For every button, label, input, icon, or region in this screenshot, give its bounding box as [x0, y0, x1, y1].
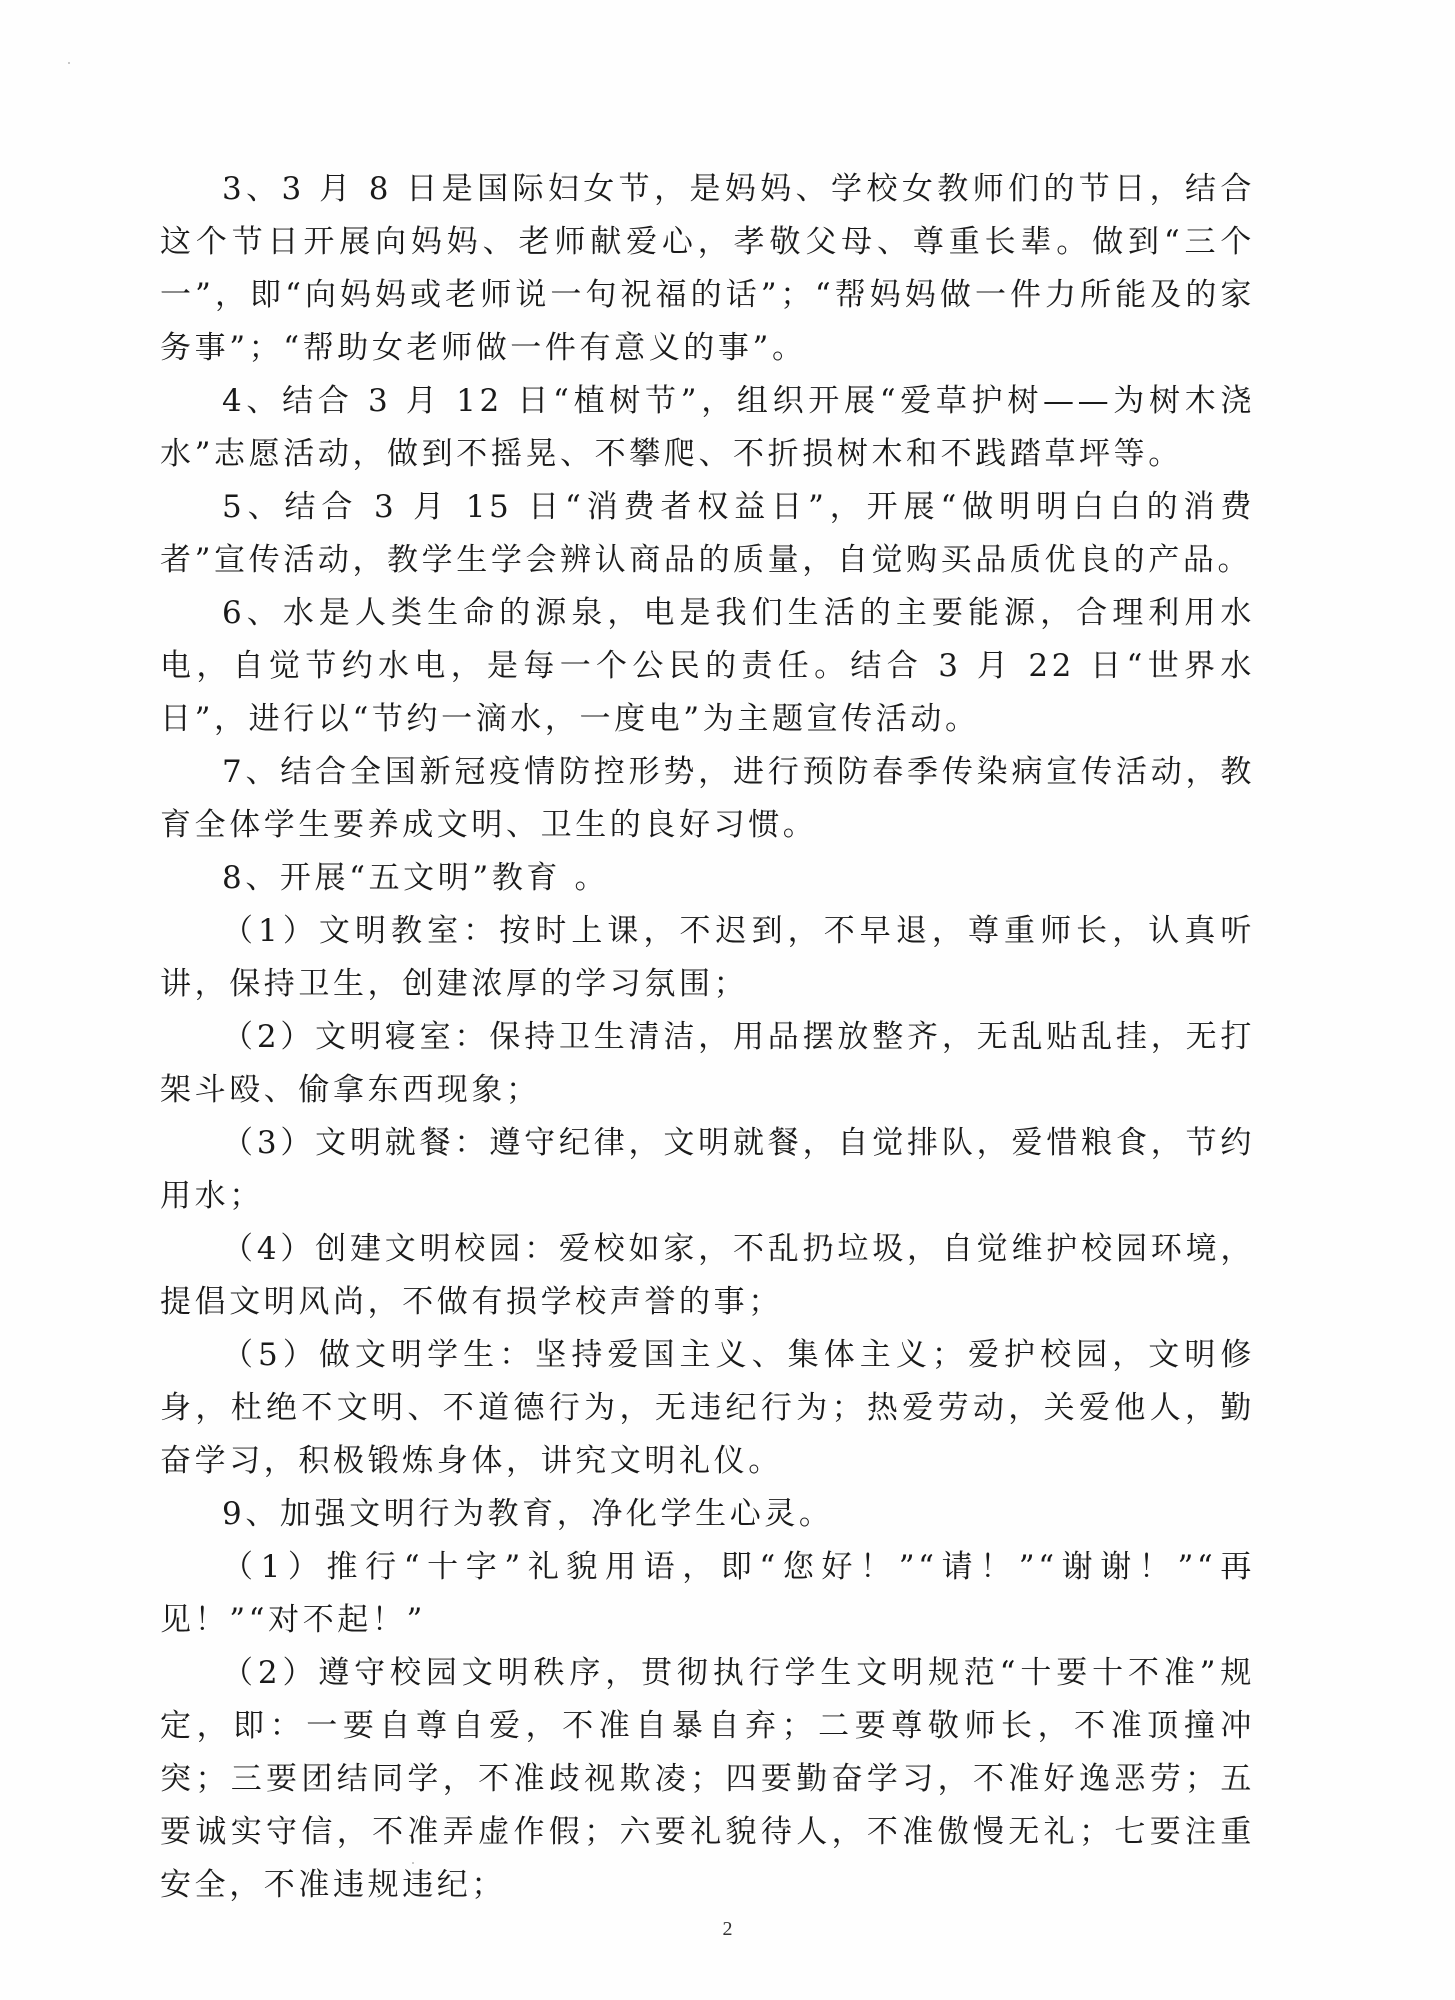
page-number: 2 — [722, 1918, 733, 1940]
paragraph-civil-dining: （3）文明就餐：遵守纪律，文明就餐，自觉排队，爱惜粮食，节约用水； — [160, 1125, 1255, 1214]
paragraph-behavior-education-heading: 9、加强文明行为教育，净化学生心灵。 — [222, 1496, 834, 1532]
document-body — [160, 163, 1255, 1912]
paragraph-water-day: 6、水是人类生命的源泉，电是我们生活的主要能源，合理利用水电，自觉节约水电，是每一个公民的责任。结合 3 月 22 日“世界水日”，进行以“节约一滴水，一度电”为主题宣传活动。 — [160, 595, 1255, 737]
scan-speck — [68, 62, 70, 64]
paragraph-courtesy-words: （1）推行“十字”礼貌用语，即“您好！”“请！”“谢谢！”“再见！”“对不起！” — [160, 1549, 1255, 1638]
paragraph-consumer-day: 5、结合 3 月 15 日“消费者权益日”，开展“做明明白白的消费者”宣传活动，教学生学会辨认商品的质量，自觉购买品质优良的产品。 — [160, 489, 1255, 578]
paragraph-civil-classroom: （1）文明教室：按时上课，不迟到，不早退，尊重师长，认真听讲，保持卫生，创建浓厚的学习氛围； — [160, 913, 1255, 1002]
paragraph-epidemic-prevention: 7、结合全国新冠疫情防控形势，进行预防春季传染病宣传活动，教育全体学生要养成文明、卫生的良好习惯。 — [160, 754, 1255, 843]
paragraph-arbor-day: 4、结合 3 月 12 日“植树节”，组织开展“爱草护树——为树木浇水”志愿活动，做到不摇晃、不攀爬、不折损树木和不践踏草坪等。 — [160, 383, 1255, 472]
paragraph-civil-campus: （4）创建文明校园：爱校如家，不乱扔垃圾，自觉维护校园环境，提倡文明风尚，不做有损学校声誉的事； — [160, 1231, 1255, 1320]
paragraph-civil-dormitory: （2）文明寝室：保持卫生清洁，用品摆放整齐，无乱贴乱挂，无打架斗殴、偷拿东西现象； — [160, 1019, 1255, 1108]
paragraph-five-civilities-heading: 8、开展“五文明”教育 。 — [222, 860, 610, 896]
paragraph-ten-rules: （2）遵守校园文明秩序，贯彻执行学生文明规范“十要十不准”规定，即：一要自尊自爱，不准自暴自弃；二要尊敬师长，不准顶撞冲突；三要团结同学，不准歧视欺凌；四要勤奋学习，不准好逸恶劳；五要诚实守信，不准弄虚作假；六要礼貌待人，不准傲慢无礼；七要注重安全，不准违规违纪； — [160, 1655, 1255, 1903]
paragraph-civil-student: （5）做文明学生：坚持爱国主义、集体主义；爱护校园，文明修身，杜绝不文明、不道德行为，无违纪行为；热爱劳动，关爱他人，勤奋学习，积极锻炼身体，讲究文明礼仪。 — [160, 1337, 1255, 1479]
paragraph-womens-day: 3、3 月 8 日是国际妇女节，是妈妈、学校女教师们的节日，结合这个节日开展向妈妈、老师献爱心，孝敬父母、尊重长辈。做到“三个一”，即“向妈妈或老师说一句祝福的话”；“帮妈妈做一件力所能及的家务事”；“帮助女老师做一件有意义的事”。 — [160, 171, 1255, 366]
